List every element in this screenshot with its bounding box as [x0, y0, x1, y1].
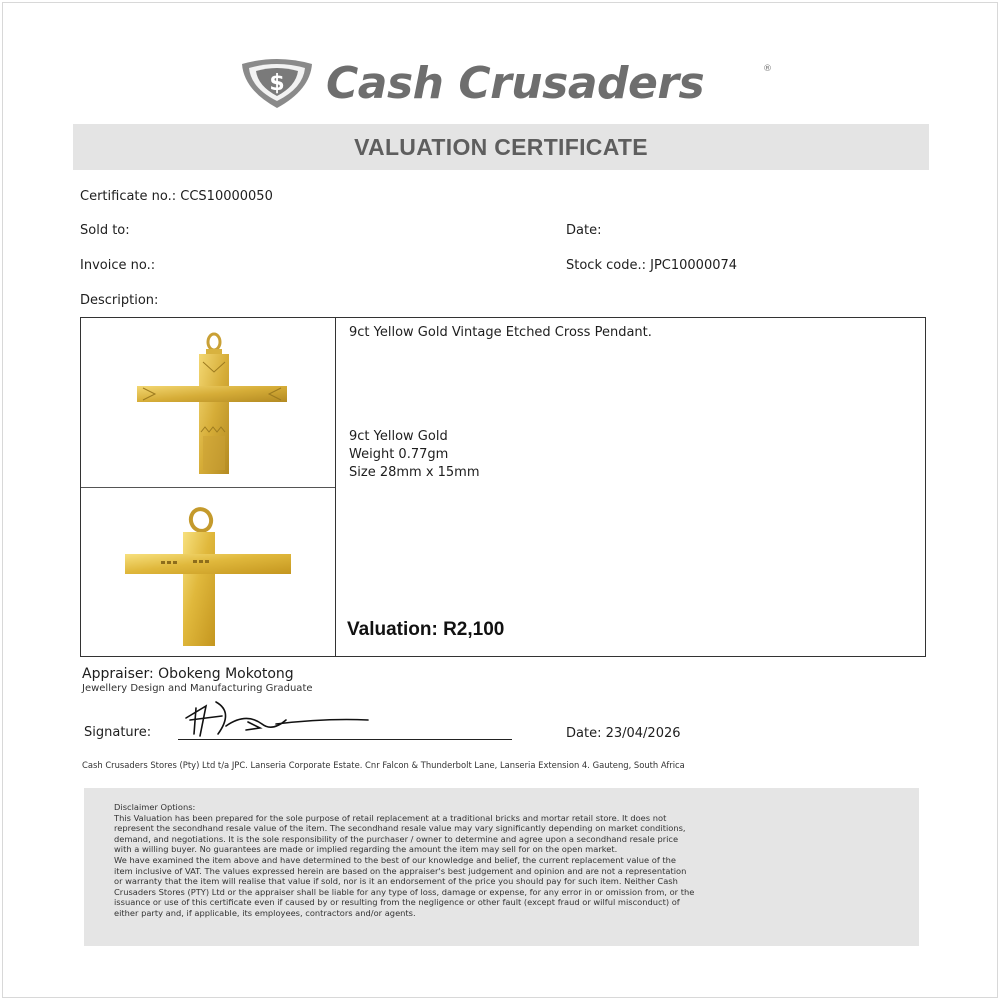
disclaimer-line: either party and, if applicable, its employees, contractors and/or agents.	[114, 907, 416, 918]
description-label: Description:	[80, 293, 159, 308]
disclaimer-line: represent the secondhand resale value of the item. The secondhand resale value may vary significantly depending on market conditions,	[114, 823, 686, 834]
company-address: Cash Crusaders Stores (Pty) Ltd t/a JPC. Lanseria Corporate Estate. Cnr Falcon & Thunderbolt Lane, Lanseria Extension 4. Gauteng, South Africa	[82, 760, 685, 770]
item-name: 9ct Yellow Gold Vintage Etched Cross Pendant.	[349, 325, 652, 340]
sold-to-label: Sold to:	[80, 223, 130, 238]
svg-text:$: $	[269, 71, 285, 96]
disclaimer-line: demand, and negotiations. It is the sole responsibility of the purchaser / owner to determine and agree upon a secondhand resale price	[114, 833, 679, 844]
disclaimer-line: item inclusive of VAT. The values expressed herein are based on the appraiser's best judgement and opinion and are not a representation	[114, 865, 687, 876]
table-divider-horizontal	[81, 487, 335, 488]
disclaimer-line: This Valuation has been prepared for the sole purpose of retail replacement at a traditional bricks and mortar retail store. It does not	[114, 812, 667, 823]
signature-label: Signature:	[84, 725, 152, 740]
shield-dollar-icon	[236, 56, 318, 110]
pendant-back-photo	[91, 498, 325, 650]
disclaimer-line: We have examined the item above and have determined to the best of our knowledge and belief, the current replacement value of the	[114, 854, 676, 865]
trademark-mark: ®	[763, 64, 772, 74]
description-table	[80, 317, 926, 657]
disclaimer-heading: Disclaimer Options:	[114, 802, 196, 812]
disclaimer-box	[84, 788, 919, 946]
signature-date: Date: 23/04/2026	[566, 726, 681, 741]
item-weight: Weight 0.77gm	[349, 447, 449, 462]
brand-name: Cash Crusaders	[326, 58, 705, 109]
item-size: Size 28mm x 15mm	[349, 465, 480, 480]
title-bar	[73, 124, 929, 170]
signature-line	[178, 739, 512, 740]
disclaimer-line: issuance or use of this certificate even if caused by or resulting from the negligence or other fault (except fraud or wilful misconduct) of	[114, 897, 680, 908]
table-divider-vertical	[335, 318, 336, 656]
disclaimer-line: or warranty that the item will realise that value if sold, nor is it an endorsement of the price you should pay for such item. Neither Cash	[114, 876, 678, 887]
pendant-front-photo	[91, 326, 325, 482]
item-metal: 9ct Yellow Gold	[349, 429, 448, 444]
handwritten-signature	[176, 698, 376, 740]
disclaimer-line: with a willing buyer. No guarantees are made or implied regarding the amount the item may sell for on the open market.	[114, 844, 618, 855]
certificate-number: Certificate no.: CCS10000050	[80, 189, 273, 204]
appraiser-name: Appraiser: Obokeng Mokotong	[82, 666, 294, 682]
brand-logo	[236, 56, 776, 112]
invoice-number-label: Invoice no.:	[80, 258, 156, 273]
stock-code: Stock code.: JPC10000074	[566, 258, 738, 273]
certificate-title: VALUATION CERTIFICATE	[354, 133, 648, 160]
appraiser-title: Jewellery Design and Manufacturing Graduate	[82, 683, 313, 694]
date-label: Date:	[566, 223, 602, 238]
valuation-amount: Valuation: R2,100	[347, 619, 505, 640]
disclaimer-line: Crusaders Stores (PTY) Ltd or the appraiser shall be liable for any type of loss, damage or expense, for any error in or omission from, or the	[114, 886, 695, 897]
